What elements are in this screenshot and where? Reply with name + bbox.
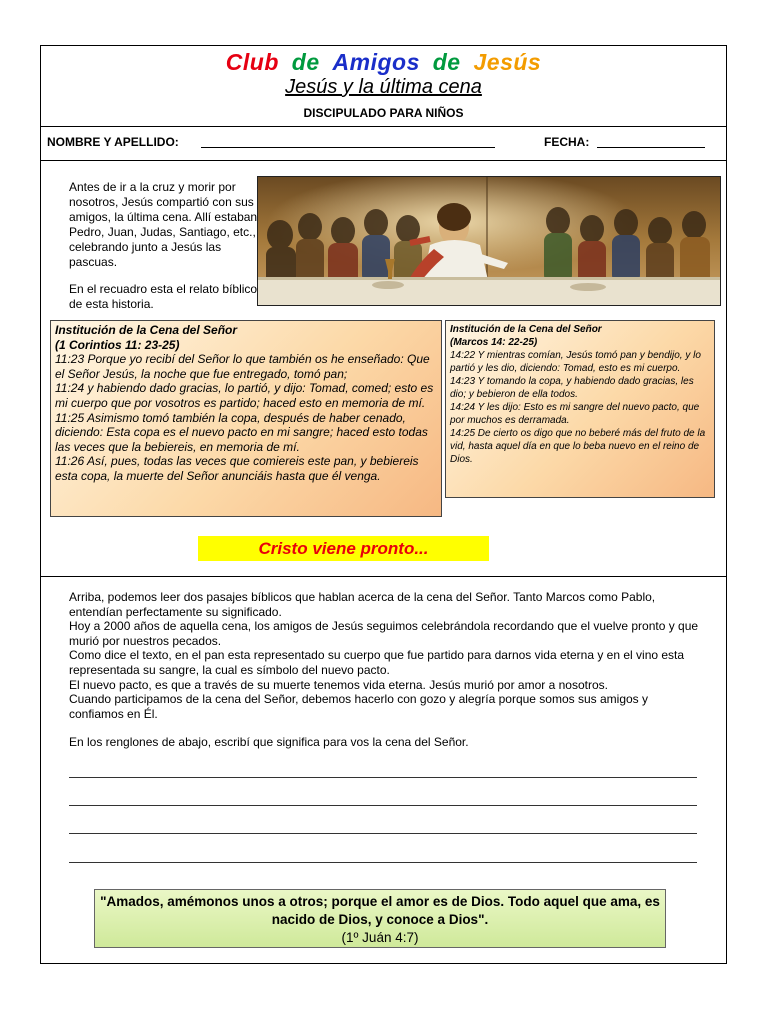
club-title	[41, 49, 726, 76]
reflection-paragraph: Arriba, podemos leer dos pasajes bíblicos que hablan acerca de la cena del Señor. Tanto Marcos como Pablo, entendían perfectamente su significado.	[69, 590, 656, 619]
lesson-title: Jesús y la última cena	[285, 76, 482, 98]
divider	[41, 576, 726, 577]
reflection-paragraph: Como dice el texto, en el pan esta representado su cuerpo que fue partido para darnos vida eterna y en el vino esta representada su sangre, la cual es símbolo del nuevo pacto.	[69, 648, 685, 677]
memory-verse-reference: (1º Juán 4:7)	[341, 930, 419, 945]
passage-verse: 11:26 Así, pues, todas las veces que comiereis este pan, y bebiereis esta copa, la muerte del Señor anunciáis hasta que él venga.	[55, 454, 419, 483]
name-field[interactable]	[201, 147, 495, 148]
passage-reference: (1 Corintios 11: 23-25)	[55, 337, 180, 352]
corinthians-passage	[50, 320, 442, 517]
name-label: NOMBRE Y APELLIDO:	[47, 135, 179, 149]
reflection-paragraph: Hoy a 2000 años de aquella cena, los amigos de Jesús seguimos celebrándola recordando que el vuelve pronto y que murió por nuestros pecados.	[69, 619, 699, 648]
cristo-viene-banner: Cristo viene pronto...	[198, 536, 489, 561]
date-field[interactable]	[597, 147, 705, 148]
answer-line-4[interactable]	[69, 862, 697, 863]
last-supper-illustration	[258, 177, 720, 305]
memory-verse-box	[94, 889, 666, 948]
passage-verse: 14:25 De cierto os digo que no beberé más del fruto de la vid, hasta aquel día en que lo beba nuevo en el reino de Dios.	[450, 428, 706, 465]
last-supper-painting	[257, 176, 721, 306]
passage-verse: 11:24 y habiendo dado gracias, lo partió, y dijo: Tomad, comed; esto es mi cuerpo que por vosotros es partido; haced esto en memoria de mí.	[55, 381, 434, 410]
divider	[41, 126, 726, 127]
worksheet	[40, 45, 727, 964]
passage-verse: 14:22 Y mientras comían, Jesús tomó pan y bendijo, y lo partió y les dio, diciendo: Tomad, esto es mi cuerpo.	[450, 350, 701, 374]
club-word-2: de	[291, 49, 320, 75]
passage-verse: 11:23 Porque yo recibí del Señor lo que también os he enseñado: Que el Señor Jesús, la noche que fue entregado, tomó pan;	[55, 352, 430, 381]
reflection-paragraph: El nuevo pacto, es que a través de su muerte tenemos vida eterna. Jesús murió por amor a nosotros.	[69, 677, 608, 692]
intro-text	[69, 180, 259, 324]
answer-line-2[interactable]	[69, 805, 697, 806]
memory-verse-text: "Amados, amémonos unos a otros; porque el amor es de Dios. Todo aquel que ama, es nacido de Dios, y conoce a Dios".	[100, 894, 660, 927]
passage-verse: 11:25 Asimismo tomó también la copa, después de haber cenado, diciendo: Esta copa es el nuevo pacto en mi sangre; haced esto todas las veces que la bebiereis, en memoria de mí.	[55, 410, 428, 454]
passage-verse: 14:24 Y les dijo: Esto es mi sangre del nuevo pacto, que por muchos es derramada.	[450, 402, 700, 426]
passage-reference: (Marcos 14: 22-25)	[450, 337, 538, 348]
passage-title: Institución de la Cena del Señor	[55, 323, 238, 337]
club-word-1: Club	[225, 49, 279, 75]
answer-line-1[interactable]	[69, 777, 697, 778]
writing-prompt: En los renglones de abajo, escribí que significa para vos la cena del Señor.	[69, 735, 469, 750]
club-word-3: Amigos	[332, 49, 420, 75]
club-word-5: Jesús	[473, 49, 542, 75]
date-label: FECHA:	[544, 135, 590, 149]
answer-line-3[interactable]	[69, 833, 697, 834]
mark-passage	[445, 320, 715, 498]
program-label: DISCIPULADO PARA NIÑOS	[303, 106, 464, 120]
divider	[41, 160, 726, 161]
reflection-paragraph: Cuando participamos de la cena del Señor, debemos hacerlo con gozo y alegría porque somos sus amigos y confiamos en Él.	[69, 692, 649, 721]
intro-paragraph: En el recuadro esta el relato bíblico de esta historia.	[69, 282, 258, 311]
club-word-4: de	[432, 49, 461, 75]
intro-paragraph: Antes de ir a la cruz y morir por nosotros, Jesús compartió con sus amigos, la última cena. Allí estaban Pedro, Juan, Judas, Santiago, etc., celebrando junto a Jesús las pascuas.	[69, 180, 258, 269]
passage-verse: 14:23 Y tomando la copa, y habiendo dado gracias, les dio; y bebieron de ella todos.	[450, 376, 694, 400]
passage-title: Institución de la Cena del Señor	[450, 324, 602, 335]
reflection-text	[69, 590, 699, 750]
